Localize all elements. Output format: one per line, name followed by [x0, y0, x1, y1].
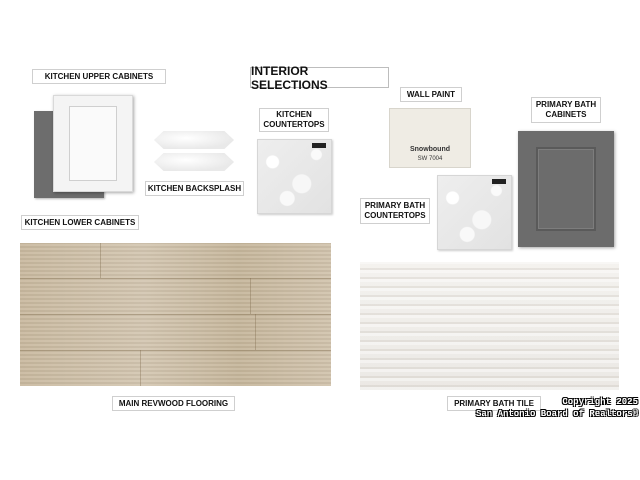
paint-code: SW 7004 [417, 156, 443, 162]
sample-tag [312, 143, 326, 148]
page-title: INTERIOR SELECTIONS [250, 67, 389, 88]
plank-seam [100, 243, 101, 278]
sample-tag [492, 179, 506, 184]
wall-paint-swatch [389, 108, 471, 168]
plank-seam [20, 278, 331, 279]
cabinet-door-panel [536, 147, 596, 231]
main-flooring-swatch [20, 243, 331, 386]
plank-seam [250, 278, 251, 314]
main-flooring-label: MAIN REVWOOD FLOORING [112, 396, 235, 411]
primary-bath-cabinets-label-line1: PRIMARY BATH [535, 100, 597, 110]
kitchen-upper-cabinets-label: KITCHEN UPPER CABINETS [32, 69, 166, 84]
cabinet-door-panel [69, 106, 117, 181]
plank-seam [20, 314, 331, 315]
copyright-line1: Copyright 2025 [562, 397, 638, 407]
primary-bath-tile-swatch [360, 262, 619, 390]
plank-seam [20, 350, 331, 351]
primary-bath-countertop-swatch [437, 175, 512, 250]
kitchen-upper-cabinet-swatch [53, 95, 133, 192]
kitchen-countertops-label [259, 108, 329, 132]
primary-bath-cabinet-swatch [518, 131, 614, 247]
kitchen-countertop-swatch [257, 139, 332, 214]
wall-paint-label: WALL PAINT [400, 87, 462, 102]
kitchen-backsplash-label: KITCHEN BACKSPLASH [145, 181, 244, 196]
copyright-line2: San Antonio Board of Realtors® [475, 409, 638, 419]
primary-bath-countertops-label [360, 198, 430, 224]
backsplash-tile-swatch [154, 131, 234, 149]
backsplash-tile-swatch [154, 153, 234, 171]
plank-seam [255, 314, 256, 350]
primary-bath-cabinets-label-line2: CABINETS [545, 110, 587, 119]
plank-seam [140, 350, 141, 386]
primary-bath-countertops-label-line1: PRIMARY BATH [364, 201, 426, 211]
primary-bath-tile-label: PRIMARY BATH TILE [447, 396, 541, 411]
kitchen-countertops-label-line2: COUNTERTOPS [263, 120, 325, 129]
primary-bath-cabinets-label [531, 97, 601, 123]
kitchen-lower-cabinets-label: KITCHEN LOWER CABINETS [21, 215, 139, 230]
primary-bath-countertops-label-line2: COUNTERTOPS [364, 211, 426, 220]
kitchen-countertops-label-line1: KITCHEN [276, 110, 312, 120]
paint-name: Snowbound [409, 146, 451, 153]
